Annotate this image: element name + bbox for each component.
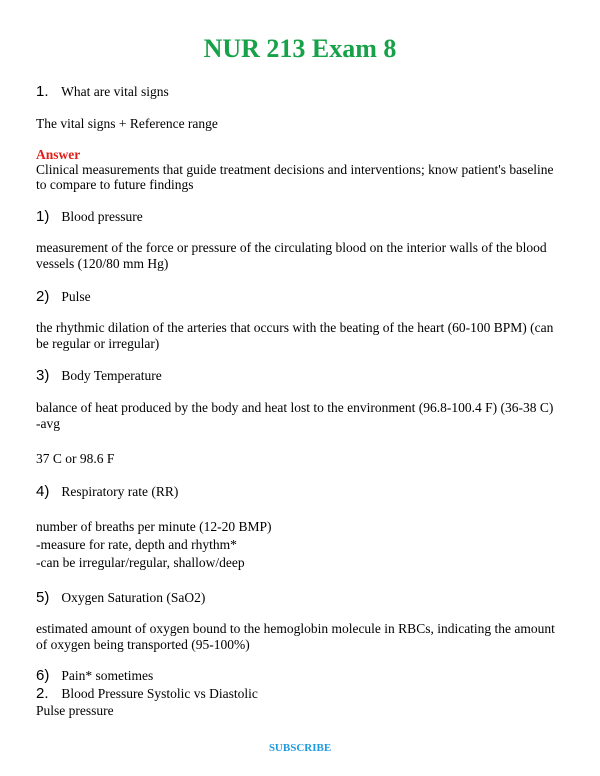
vital-item-label: Respiratory rate (RR)	[61, 484, 179, 499]
vital-item-desc: the rhythmic dilation of the arteries that occurs with the beating of the heart (60-100 BPM) (can	[36, 320, 554, 335]
vital-item-heading	[36, 368, 576, 384]
answer-line-1: Clinical measurements that guide treatment decisions and interventions; know patient's baseline	[36, 162, 554, 177]
vital-item-number: 4)	[36, 483, 50, 500]
question-1	[36, 84, 576, 100]
vital-item-desc: vessels (120/80 mm Hg)	[36, 256, 169, 271]
vital-item-label: Pulse	[61, 289, 91, 304]
vital-item-desc: of oxygen being transported (95-100%)	[36, 637, 250, 652]
answer-label: Answer	[36, 147, 81, 162]
vital-item-number: 1)	[36, 208, 50, 225]
vital-item-heading	[36, 668, 576, 684]
vital-item-desc: -avg	[36, 416, 60, 431]
vital-item-heading	[36, 590, 576, 606]
subscribe-link[interactable]: SUBSCRIBE	[268, 742, 332, 754]
vital-item-label: Blood pressure	[61, 209, 143, 224]
vital-item-heading	[36, 484, 576, 500]
question-2	[36, 686, 576, 702]
vital-item-label: Oxygen Saturation (SaO2)	[61, 590, 206, 605]
vital-item-heading	[36, 209, 576, 225]
vital-item-desc: 37 C or 98.6 F	[36, 451, 115, 466]
question-2-number: 2.	[36, 685, 49, 702]
answer-line-2: to compare to future findings	[36, 177, 194, 192]
page-title: NUR 213 Exam 8	[203, 34, 397, 63]
intro-text: The vital signs + Reference range	[36, 116, 218, 131]
question-2-subtext: Pulse pressure	[36, 703, 114, 718]
vital-item-number: 3)	[36, 367, 50, 384]
question-1-number: 1.	[36, 83, 49, 100]
vital-item-desc: -measure for rate, depth and rhythm*	[36, 537, 237, 552]
question-2-text: Blood Pressure Systolic vs Diastolic	[61, 686, 258, 701]
vital-item-desc: be regular or irregular)	[36, 336, 160, 351]
vital-item-label: Body Temperature	[61, 368, 162, 383]
vital-item-desc: number of breaths per minute (12-20 BMP)	[36, 519, 272, 534]
question-1-text: What are vital signs	[61, 84, 169, 99]
vital-item-heading	[36, 289, 576, 305]
vital-item-desc: estimated amount of oxygen bound to the hemoglobin molecule in RBCs, indicating the amount	[36, 621, 555, 636]
vital-item-desc: balance of heat produced by the body and heat lost to the environment (96.8-100.4 F) (36-38 C)	[36, 400, 554, 415]
vital-item-desc: -can be irregular/regular, shallow/deep	[36, 555, 245, 570]
vital-item-number: 2)	[36, 288, 50, 305]
vital-item-desc: measurement of the force or pressure of the circulating blood on the interior walls of the blood	[36, 240, 547, 255]
vital-item-number: 5)	[36, 589, 50, 606]
vital-item-number: 6)	[36, 667, 50, 684]
vital-item-label: Pain* sometimes	[61, 668, 154, 683]
